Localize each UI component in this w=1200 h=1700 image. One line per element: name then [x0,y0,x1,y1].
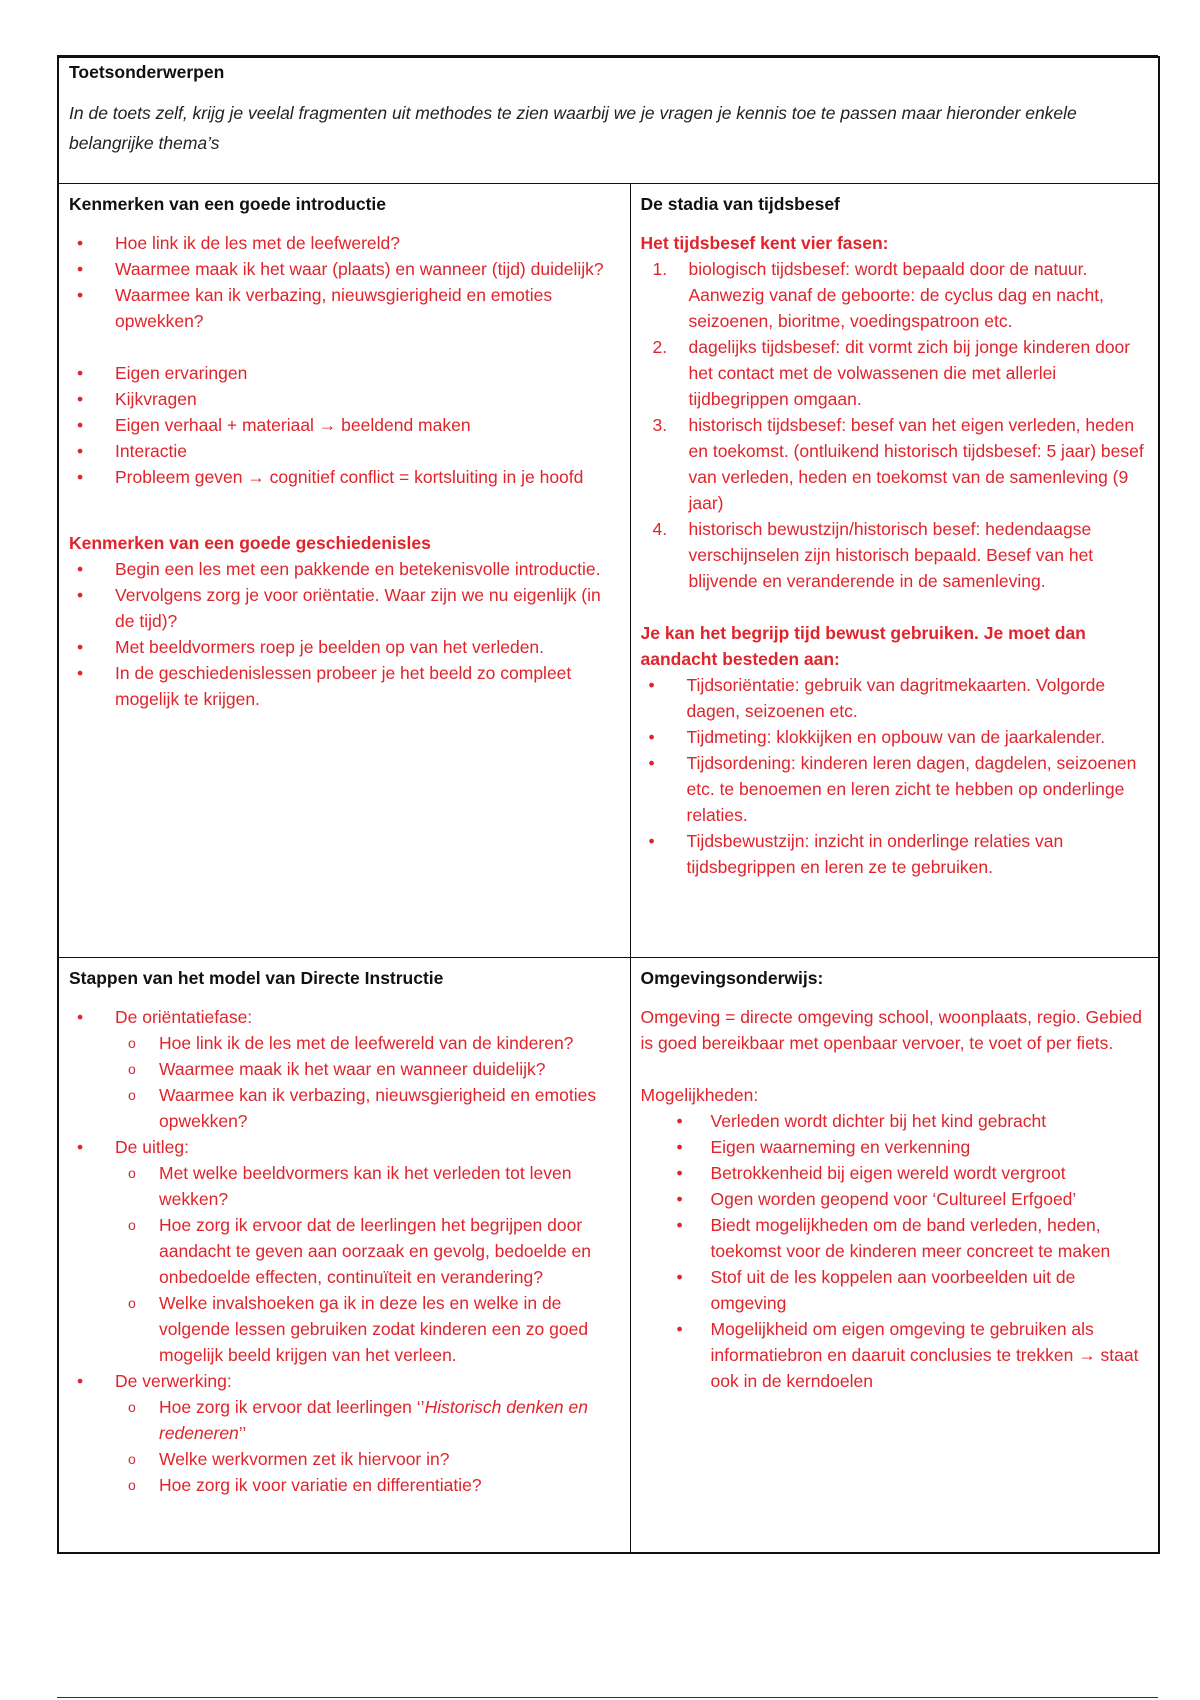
list-item: • Begin een les met een pakkende en betekenisvolle introductie. [69,556,620,582]
sub-list-item: o Welke invalshoeken ga ik in deze les en welke in de volgende lessen gebruiken zodat kinderen een zo goed mogelijk beeld krijgen van het verleen. [69,1290,620,1368]
list-item: • Tijdsoriëntatie: gebruik van dagritmekaarten. Volgorde dagen, seizoenen etc. [641,672,1149,724]
list-item: • Eigen verhaal + materiaal → beeldend maken [69,412,620,438]
list-item: • De oriëntatiefase: o Hoe link ik de les met de leefwereld van de kinderen? o Waarmee maak ik het waar en wanneer duidelijk? o Waarmee kan ik verbazing, nieuwsgierigheid en emoties opwekken? [69,1004,620,1134]
paragraph: Omgeving = directe omgeving school, woonplaats, regio. Gebied is goed bereikbaar met openbaar vervoer, te voet of per fiets. [640,1007,1142,1053]
cell-tijdsbesef [630,184,1159,958]
list-item: • Tijdsbewustzijn: inzicht in onderlinge relaties van tijdsbegrippen en leren ze te gebruiken. [641,828,1149,880]
cell-introductie [58,184,630,958]
list-item: • Interactie [69,438,620,464]
item-list [69,360,620,490]
sub-list-item: o Waarmee maak ik het waar en wanneer duidelijk? [69,1056,620,1082]
header-row [58,57,1159,184]
list-item: 3. historisch tijdsbesef: besef van het eigen verleden, heden en toekomst. (ontluikend historisch tijdsbesef: 5 jaar) besef van verleden, heden en toekomst van de samenleving (9 jaar) [652,415,1144,513]
cell-title: Stappen van het model van Directe Instructie [69,968,444,988]
list-item: • Betrokkenheid bij eigen wereld wordt vergroot [641,1160,1149,1186]
list-item: • Waarmee kan ik verbazing, nieuwsgierigheid en emoties opwekken? [69,282,620,334]
list-item: • Hoe link ik de les met de leefwereld? [69,230,620,256]
list-item: • De uitleg: o Met welke beeldvormers kan ik het verleden tot leven wekken? o Hoe zorg ik ervoor dat de leerlingen het begrijpen door aandacht te geven aan oorzaak en gevolg, bedoelde en onbedoelde effecten, continuïteit en verandering? o Welke invalshoeken ga ik in deze les en welke in de volgende lessen gebruiken zodat kinderen een zo goed mogelijk beeld krijgen van het verleen. [69,1134,620,1368]
list-item: • Vervolgens zorg je voor oriëntatie. Waar zijn we nu eigenlijk (in de tijd)? [69,582,620,634]
step-list [69,1004,620,1498]
list-item: • Verleden wordt dichter bij het kind gebracht [641,1108,1149,1134]
list-item: • Mogelijkheid om eigen omgeving te gebruiken als informatiebron en daaruit conclusies te trekken → staat ook in de kerndoelen [641,1316,1149,1394]
list-item: • Tijdsordening: kinderen leren dagen, dagdelen, seizoenen etc. te benoemen en leren zicht te hebben op onderlinge relaties. [641,750,1149,828]
list-item: 1. biologisch tijdsbesef: wordt bepaald door de natuur. Aanwezig vanaf de geboorte: de cyclus dag en nacht, seizoenen, bioritme, voedingspatroon etc. [652,259,1104,331]
topics-table [57,56,1160,1554]
cell-title: Kenmerken van een goede introductie [69,194,387,214]
cell-directe-instructie [58,958,630,1554]
cell-title: Omgevingsonderwijs: [640,968,824,988]
sub-list-item: o Hoe zorg ik ervoor dat de leerlingen het begrijpen door aandacht te geven aan oorzaak en gevolg, bedoelde en onbedoelde effecten, continuïteit en verandering? [69,1212,620,1290]
header-cell [58,57,1159,184]
sub-list-item: o Hoe zorg ik ervoor dat leerlingen ‘’Historisch denken en redeneren’’ [69,1394,620,1446]
sub-list-item: o Waarmee kan ik verbazing, nieuwsgierigheid en emoties opwekken? [69,1082,620,1134]
lead-text: Mogelijkheden: [640,1085,759,1105]
list-item: • Ogen worden geopend voor ‘Cultureel Erfgoed’ [641,1186,1149,1212]
row-1 [58,184,1159,958]
list-item: • In de geschiedenislessen probeer je het beeld zo compleet mogelijk te krijgen. [69,660,620,712]
lead-text: Je kan het begrijp tijd bewust gebruiken. Je moet dan aandacht besteden aan: [640,623,1086,669]
list-item: 4. historisch bewustzijn/historisch besef: hedendaagse verschijnselen zijn historisch bepaald. Besef van het blijvende en veranderende in de samenleving. [652,519,1094,591]
sub-list-item: o Hoe link ik de les met de leefwereld van de kinderen? [69,1030,620,1056]
list-item: • Eigen waarneming en verkenning [641,1134,1149,1160]
aspect-list [641,672,1149,880]
row-2 [58,958,1159,1554]
list-item: • Eigen ervaringen [69,360,620,386]
question-list [69,230,620,334]
phase-list [641,256,1149,594]
sub-list-item: o Met welke beeldvormers kan ik het verleden tot leven wekken? [69,1160,620,1212]
cell-title: De stadia van tijdsbesef [640,194,840,214]
list-item: • Waarmee maak ik het waar (plaats) en wanneer (tijd) duidelijk? [69,256,620,282]
lead-text: Het tijdsbesef kent vier fasen: [640,233,889,253]
list-item: • Met beeldvormers roep je beelden op van het verleden. [69,634,620,660]
sub-list-item: o Welke werkvormen zet ik hiervoor in? [69,1446,620,1472]
list-item: • Probleem geven → cognitief conflict = kortsluiting in je hoofd [69,464,620,490]
list-item: • De verwerking: o Hoe zorg ik ervoor dat leerlingen ‘’Historisch denken en redeneren’’ o Welke werkvormen zet ik hiervoor in? o Hoe zorg ik voor variatie en differentiatie? [69,1368,620,1498]
bottom-rule [57,1697,1158,1698]
list-item: 2. dagelijks tijdsbesef: dit vormt zich bij jonge kinderen door het contact met de volwassenen die met allerlei tijdbegrippen omgaan. [652,337,1131,409]
cell-omgevingsonderwijs [630,958,1159,1554]
list-item: • Tijdmeting: klokkijken en opbouw van de jaarkalender. [641,724,1149,750]
possibility-list [641,1108,1149,1394]
subsection-list [69,556,620,712]
list-item: • Kijkvragen [69,386,620,412]
list-item: • Stof uit de les koppelen aan voorbeelden uit de omgeving [641,1264,1149,1316]
document-page [57,56,1158,1554]
page-title: Toetsonderwerpen [69,62,225,82]
sub-list-item: o Hoe zorg ik voor variatie en differentiatie? [69,1472,620,1498]
list-item: • Biedt mogelijkheden om de band verleden, heden, toekomst voor de kinderen meer concreet te maken [641,1212,1149,1264]
section-subtitle: Kenmerken van een goede geschiedenisles [69,533,431,553]
intro-text: In de toets zelf, krijg je veelal fragmenten uit methodes te zien waarbij we je vragen je kennis toe te passen maar hieronder enkele belangrijke thema’s [69,103,1077,153]
